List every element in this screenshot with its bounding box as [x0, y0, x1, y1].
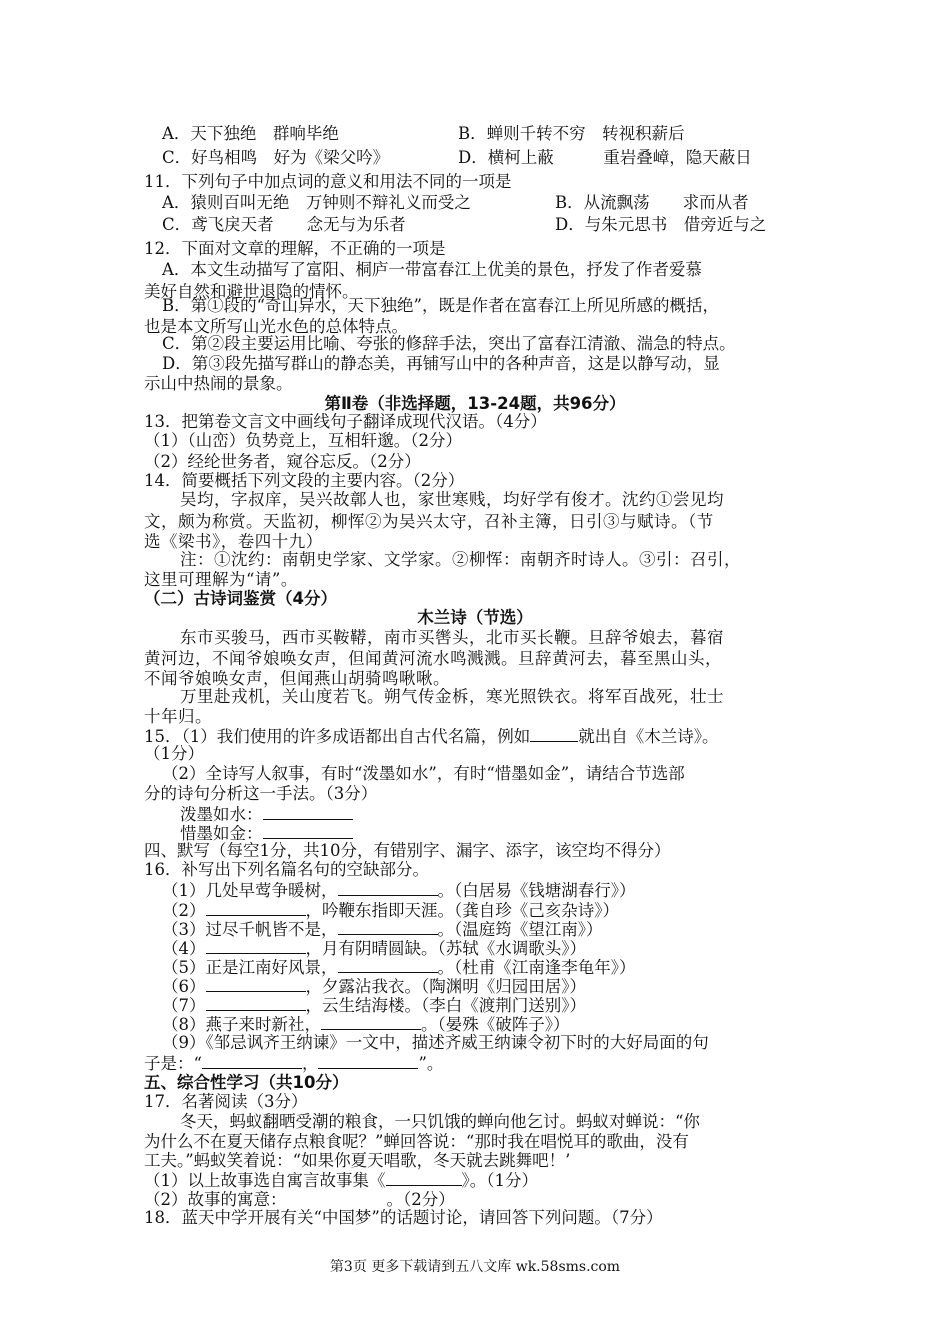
q12-option-a-line2: 美好自然和避世退隐的情怀。: [144, 282, 359, 301]
q16-item-4-text-b: ，月有阴晴圆缺。（苏轼《水调歌头》）: [305, 939, 586, 958]
q14-note-line2: 这里可理解为“请”。: [144, 570, 298, 589]
q11-stem: 11．下列句子中加点词的意义和用法不同的一项是: [144, 172, 512, 191]
q15-part1-score: （1分）: [144, 744, 204, 763]
q12-option-a-line1: A．本文生动描写了富阳、桐庐一带富春江上优美的景色，抒发了作者爱慕: [162, 260, 702, 279]
q12-option-b-line1: B．第①段的“奇山异水，天下独绝”，既是作者在富春江上所见所感的概括，: [162, 296, 719, 315]
section-poetry-title: （二）古诗词鉴赏（4分）: [144, 589, 337, 608]
q14-passage-line3: 选《梁书》，卷四十九）: [144, 532, 323, 551]
poem-line2: 黄河边，不闻爷娘唤女声，但闻黄河流水鸣溅溅。旦辞黄河去，暮至黑山头，: [144, 649, 722, 668]
q11-option-b: B．从流飘荡 求而从者: [555, 193, 749, 212]
q16-item-5-text-b: 。（杜甫《江南逢李龟年》）: [437, 958, 636, 977]
q16-item-8-blank[interactable]: [321, 1013, 421, 1030]
q13-sentence-1: （1）（山峦）负势竞上，互相轩邈。（2分）: [144, 431, 462, 450]
poem-line1: 东市买骏马，西市买鞍鞯，南市买辔头，北市买长鞭。旦辞爷娘去，暮宿: [180, 628, 724, 647]
q17-sub-2-text-a: （2）故事的寓意：: [144, 1190, 287, 1209]
q14-stem: 14．简要概括下列文段的主要内容。（2分）: [144, 471, 465, 490]
q17-passage-line2: 为什么不在夏天储存点粮食呢？”蝉回答说：“那时我在唱悦耳的歌曲，没有: [144, 1132, 689, 1151]
q16-item-7-blank[interactable]: [206, 994, 306, 1011]
q16-item-8-text-b: 。（晏殊《破阵子》）: [421, 1015, 570, 1034]
q10-option-a: A．天下独绝 群响毕绝: [162, 124, 339, 143]
q12-option-d-line1: D．第③段先描写群山的静态美，再铺写山中的各种声音，这是以静写动，显: [162, 354, 720, 373]
part2-title: 第Ⅱ卷（非选择题，13-24题，共96分）: [324, 394, 626, 413]
section-dictation-title: 四、默写（每空1分，共10分，有错别字、漏字、添字，该空均不得分）: [144, 841, 671, 860]
q17-sub-1-text-a: （1）以上故事选自寓言故事集《: [144, 1171, 386, 1190]
section-comprehensive-title: 五、综合性学习（共10分）: [144, 1073, 349, 1092]
q16-item-9-blank-2[interactable]: [318, 1052, 418, 1069]
poem-title: 木兰诗（节选）: [417, 608, 533, 627]
q17-book-blank[interactable]: [386, 1169, 462, 1186]
q17-stem: 17．名著阅读（3分）: [144, 1092, 308, 1111]
q16-item-3-text-b: 。（温庭筠《望江南》）: [437, 920, 603, 939]
q10-option-c: C．好鸟相鸣 好为《梁父吟》: [162, 148, 390, 167]
q14-note-line1: 注：①沈约：南朝史学家、文学家。②柳恽：南朝齐时诗人。③引：召引，: [180, 550, 741, 569]
q16-item-8-text-a: （8）燕子来时新社，: [162, 1015, 321, 1034]
q12-option-d-line2: 示山中热闹的景象。: [144, 374, 293, 393]
q15-part1-text-a: 15．（1）我们使用的许多成语都出自古代名篇，例如: [144, 727, 531, 746]
q11-option-a: A．猿则百叫无绝 万钟则不辩礼义而受之: [162, 193, 471, 212]
q12-option-b-line2: 也是本文所写山光水色的总体特点。: [144, 317, 408, 336]
q15-idiom-blank[interactable]: [530, 725, 578, 742]
q17-sub-2-text-b: 。（2分）: [386, 1190, 455, 1209]
q16-item-6-text-b: ，夕露沾我衣。（陶渊明《归园田居》）: [305, 977, 586, 996]
q10-option-d: D．横柯上蔽 重岩叠嶂，隐天蔽日: [458, 148, 752, 167]
q16-item-4-blank[interactable]: [206, 937, 306, 954]
q16-stem: 16．补写出下列名篇名句的空缺部分。: [144, 860, 429, 879]
q15-part2-line1: （2）全诗写人叙事，有时“泼墨如水”，有时“惜墨如金”，请结合节选部: [162, 764, 685, 783]
q16-item-3-blank[interactable]: [338, 918, 438, 935]
q17-passage-line3: 工夫。”蚂蚁笑着说：“如果你夏天唱歌，冬天就去跳舞吧！’: [144, 1151, 571, 1170]
q17-moral-blank[interactable]: [287, 1188, 387, 1205]
q15-ximo-label: 惜墨如金：: [180, 824, 263, 843]
q16-item-5-blank[interactable]: [338, 956, 438, 973]
q16-item-5-text-a: （5）正是江南好风景，: [162, 958, 338, 977]
q16-item-6-text-a: （6）: [162, 977, 206, 996]
q15-part1-text-b: 就出自《木兰诗》。: [578, 727, 719, 746]
q17-passage-line1: 冬天，蚂蚁翻晒受潮的粮食，一只饥饿的蝉向他乞讨。蚂蚁对蝉说：“你: [180, 1112, 700, 1131]
q11-option-c: C．鸢飞戾天者 念无与为乐者: [162, 215, 406, 234]
q16-item-9-text-a: 子是：“: [144, 1054, 202, 1073]
q17-sub-1-text-b: 》。（1分）: [461, 1171, 538, 1190]
q16-item-1-text-b: 。（白居易《钱塘湖春行》）: [437, 881, 636, 900]
q16-item-6-blank[interactable]: [206, 975, 306, 992]
q15-pomo-label: 泼墨如水：: [180, 805, 263, 824]
q18-stem: 18．蓝天中学开展有关“中国梦”的话题讨论，请回答下列问题。（7分）: [144, 1208, 663, 1227]
q16-item-2-text-a: （2）: [162, 901, 206, 920]
q16-item-2-blank[interactable]: [206, 899, 306, 916]
q15-pomo-blank[interactable]: [263, 803, 353, 820]
q11-option-d: D．与朱元思书 借旁近与之: [555, 215, 767, 234]
q16-item-9-blank-1[interactable]: [202, 1052, 302, 1069]
q13-stem: 13．把第卷文言文中画线句子翻译成现代汉语。（4分）: [144, 412, 547, 431]
q14-passage-line1: 吴均，字叔庠，吴兴故鄣人也，家世寒贱，均好学有俊才。沈约①尝见均: [180, 490, 724, 509]
q16-item-7-text-b: ，云生结海楼。（李白《渡荆门送别》）: [305, 996, 586, 1015]
q10-option-b: B．蝉则千转不穷 转视积薪后: [458, 124, 685, 143]
poem-line4: 万里赴戎机，关山度若飞。朔气传金柝，寒光照铁衣。将军百战死，壮士: [180, 687, 724, 706]
q16-item-9-text-c: ”。: [418, 1054, 444, 1073]
q12-stem: 12．下面对文章的理解，不正确的一项是: [144, 239, 446, 258]
q16-item-1-text-a: （1）几处早莺争暖树，: [162, 881, 338, 900]
poem-line5: 十年归。: [144, 707, 212, 726]
q16-item-9-text-b: ，: [301, 1054, 319, 1073]
q16-item-1-blank[interactable]: [338, 879, 438, 896]
q16-item-2-text-b: ，吟鞭东指即天涯。（龚自珍《己亥杂诗》）: [305, 901, 619, 920]
q12-option-c: C．第②段主要运用比喻、夸张的修辞手法，突出了富春江清澈、湍急的特点。: [162, 334, 736, 353]
q16-item-9-line1: （9）《邹忌讽齐王纳谏》一文中，描述齐威王纳谏令初下时的大好局面的句: [162, 1033, 709, 1052]
q15-part1: [144, 725, 719, 748]
q15-ximo-blank[interactable]: [263, 822, 353, 839]
q16-item-7-text-a: （7）: [162, 996, 206, 1015]
q16-item-3-text-a: （3）过尽千帆皆不是，: [162, 920, 338, 939]
page-footer: 第3页 更多下载请到五八文库 wk.58sms.com: [329, 1259, 621, 1275]
q16-item-4-text-a: （4）: [162, 939, 206, 958]
q13-sentence-2: （2）经纶世务者，窥谷忘反。（2分）: [144, 452, 421, 471]
q14-passage-line2: 文，颇为称赏。天监初，柳恽②为吴兴太守，召补主簿，日引③与赋诗。（节: [144, 512, 714, 531]
q15-part2-line2: 分的诗句分析这一手法。（3分）: [144, 784, 378, 803]
poem-line3: 不闻爷娘唤女声，但闻燕山胡骑鸣啾啾。: [144, 669, 450, 688]
